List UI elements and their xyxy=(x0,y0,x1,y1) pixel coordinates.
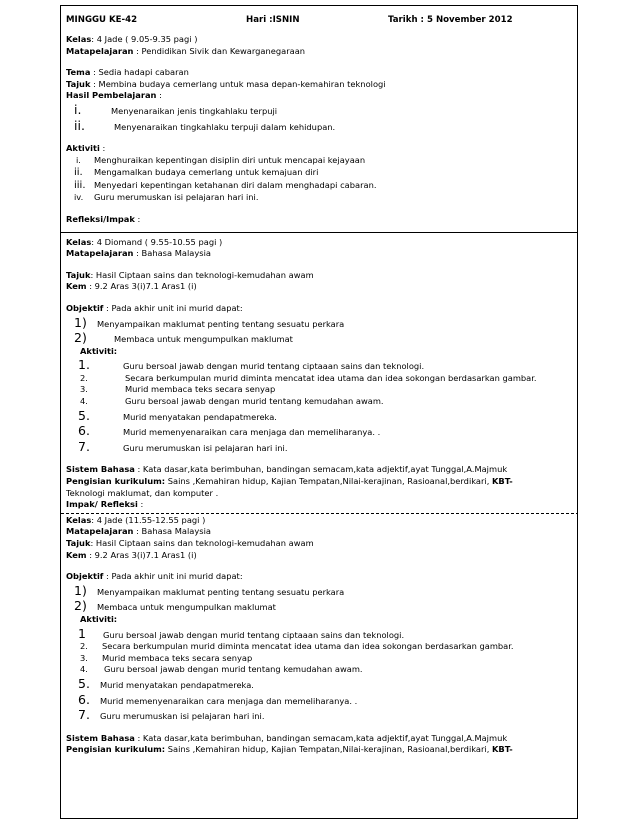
s1-matapelajaran: Matapelajaran : Pendidikan Sivik dan Kewarganegaraan xyxy=(66,45,306,56)
list-item: i. Menghuraikan kepentingan disiplin diri untuk mencapai kejayaan xyxy=(76,154,366,165)
list-item: 2. Secara berkumpulan murid diminta mencatat idea utama dan idea sokongan berdasarkan gambar. xyxy=(80,641,514,652)
list-item: 1 Guru bersoal jawab dengan murid tentang ciptaaan sains dan teknologi. xyxy=(78,625,405,641)
s1-refleksi: Refleksi/Impak : xyxy=(66,213,141,224)
day-label: Hari :ISNIN xyxy=(246,15,300,25)
s2-objektif: Objektif : Pada akhir unit ini murid dapat: xyxy=(66,302,243,313)
s2-kelas: Kelas: 4 Diomand ( 9.55-10.55 pagi ) xyxy=(66,236,223,247)
list-item: iv. Guru merumuskan isi pelajaran hari ini. xyxy=(74,192,259,203)
list-item: 2. Secara berkumpulan murid diminta mencatat idea utama dan idea sokongan berdasarkan gambar. xyxy=(80,372,537,383)
list-item: i. Menyenaraikan jenis tingkahlaku terpuji xyxy=(74,101,278,117)
s3-aktiviti-heading: Aktiviti: xyxy=(80,613,118,624)
list-item: iii. Menyedari kepentingan ketahanan diri dalam menghadapi cabaran. xyxy=(74,180,377,192)
s1-aktiviti-heading: Aktiviti : xyxy=(66,143,106,154)
s2-aktiviti-heading: Aktiviti: xyxy=(80,345,118,356)
s3-kem: Kem : 9.2 Aras 3(i)7.1 Aras1 (i) xyxy=(66,549,197,560)
list-item: 3. Murid membaca teks secara senyap xyxy=(80,652,253,663)
s3-pengisian: Pengisian kurikulum: Sains ,Kemahiran hidup, Kajian Tempatan,Nilai-kerajinan, Rasioanal,berdikari, KBT- xyxy=(66,744,513,755)
s2-kem: Kem : 9.2 Aras 3(i)7.1 Aras1 (i) xyxy=(66,281,197,292)
s1-hasil-heading: Hasil Pembelajaran : xyxy=(66,90,162,101)
list-item: 2) Membaca untuk mengumpulkan maklumat xyxy=(74,598,276,614)
s1-kelas: Kelas: 4 Jade ( 9.05-9.35 pagi ) xyxy=(66,34,198,44)
list-item: 6. Murid memenyenaraikan cara menjaga dan memeliharanya. . xyxy=(78,691,358,707)
week-label: MINGGU KE-42 xyxy=(66,15,138,25)
list-item: 6. Murid memenyenaraikan cara menjaga dan memeliharanya. . xyxy=(78,423,381,439)
s3-sistem-bahasa: Sistem Bahasa : Kata dasar,kata berimbuhan, bandingan semacam,kata adjektif,ayat Tunggal,A.Majmuk xyxy=(66,732,508,743)
s3-kelas: Kelas: 4 Jade (11.55-12.55 pagi ) xyxy=(66,514,206,525)
s2-matapelajaran: Matapelajaran : Bahasa Malaysia xyxy=(66,248,211,259)
s3-tajuk: Tajuk: Hasil Ciptaan sains dan teknologi-kemudahan awam xyxy=(66,538,314,548)
s2-sistem-bahasa: Sistem Bahasa : Kata dasar,kata berimbuhan, bandingan semacam,kata adjektif,ayat Tunggal,A.Majmuk xyxy=(66,464,508,475)
s3-objektif: Objektif : Pada akhir unit ini murid dapat: xyxy=(66,571,243,582)
s2-pengisian: Pengisian kurikulum: Sains ,Kemahiran hidup, Kajian Tempatan,Nilai-kerajinan, Rasioanal,berdikari, KBT- xyxy=(66,476,513,487)
s2-pengisian-cont: Teknologi maklumat, dan komputer . xyxy=(66,487,219,498)
list-item: 7. Guru merumuskan isi pelajaran hari ini. xyxy=(78,707,265,723)
list-item: 1) Menyampaikan maklumat penting tentang sesuatu perkara xyxy=(74,582,345,598)
document-page xyxy=(60,5,578,819)
list-item: 1. Guru bersoal jawab dengan murid tentang ciptaaan sains dan teknologi. xyxy=(78,357,425,373)
list-item: ii. Menyenaraikan tingkahlaku terpuji dalam kehidupan. xyxy=(74,117,336,133)
list-item: 7. Guru merumuskan isi pelajaran hari ini. xyxy=(78,438,288,454)
s1-tajuk: Tajuk : Membina budaya cemerlang untuk masa depan-kemahiran teknologi xyxy=(66,78,386,89)
list-item: ii. Mengamalkan budaya cemerlang untuk kemajuan diri xyxy=(74,167,319,179)
list-item: 4. Guru bersoal jawab dengan murid tentang kemudahan awam. xyxy=(80,396,384,407)
section-divider xyxy=(61,232,578,233)
list-item: 5. Murid menyatakan pendapatmereka. xyxy=(78,407,277,423)
s2-impak: Impak/ Refleksi : xyxy=(66,499,144,510)
list-item: 4. Guru bersoal jawab dengan murid tentang kemudahan awam. xyxy=(80,664,363,675)
page-header xyxy=(66,13,577,34)
s2-tajuk: Tajuk: Hasil Ciptaan sains dan teknologi-kemudahan awam xyxy=(66,269,314,280)
list-item: 1) Menyampaikan maklumat penting tentang sesuatu perkara xyxy=(74,314,345,330)
list-item: 5. Murid menyatakan pendapatmereka. xyxy=(78,675,254,691)
list-item: 3. Murid membaca teks secara senyap xyxy=(80,384,276,395)
list-item: 2) Membaca untuk mengumpulkan maklumat xyxy=(74,330,293,346)
s1-tema: Tema : Sedia hadapi cabaran xyxy=(66,67,189,78)
section-divider-dashed xyxy=(61,513,578,514)
s3-matapelajaran: Matapelajaran : Bahasa Malaysia xyxy=(66,526,211,537)
date-label: Tarikh : 5 November 2012 xyxy=(388,15,513,25)
